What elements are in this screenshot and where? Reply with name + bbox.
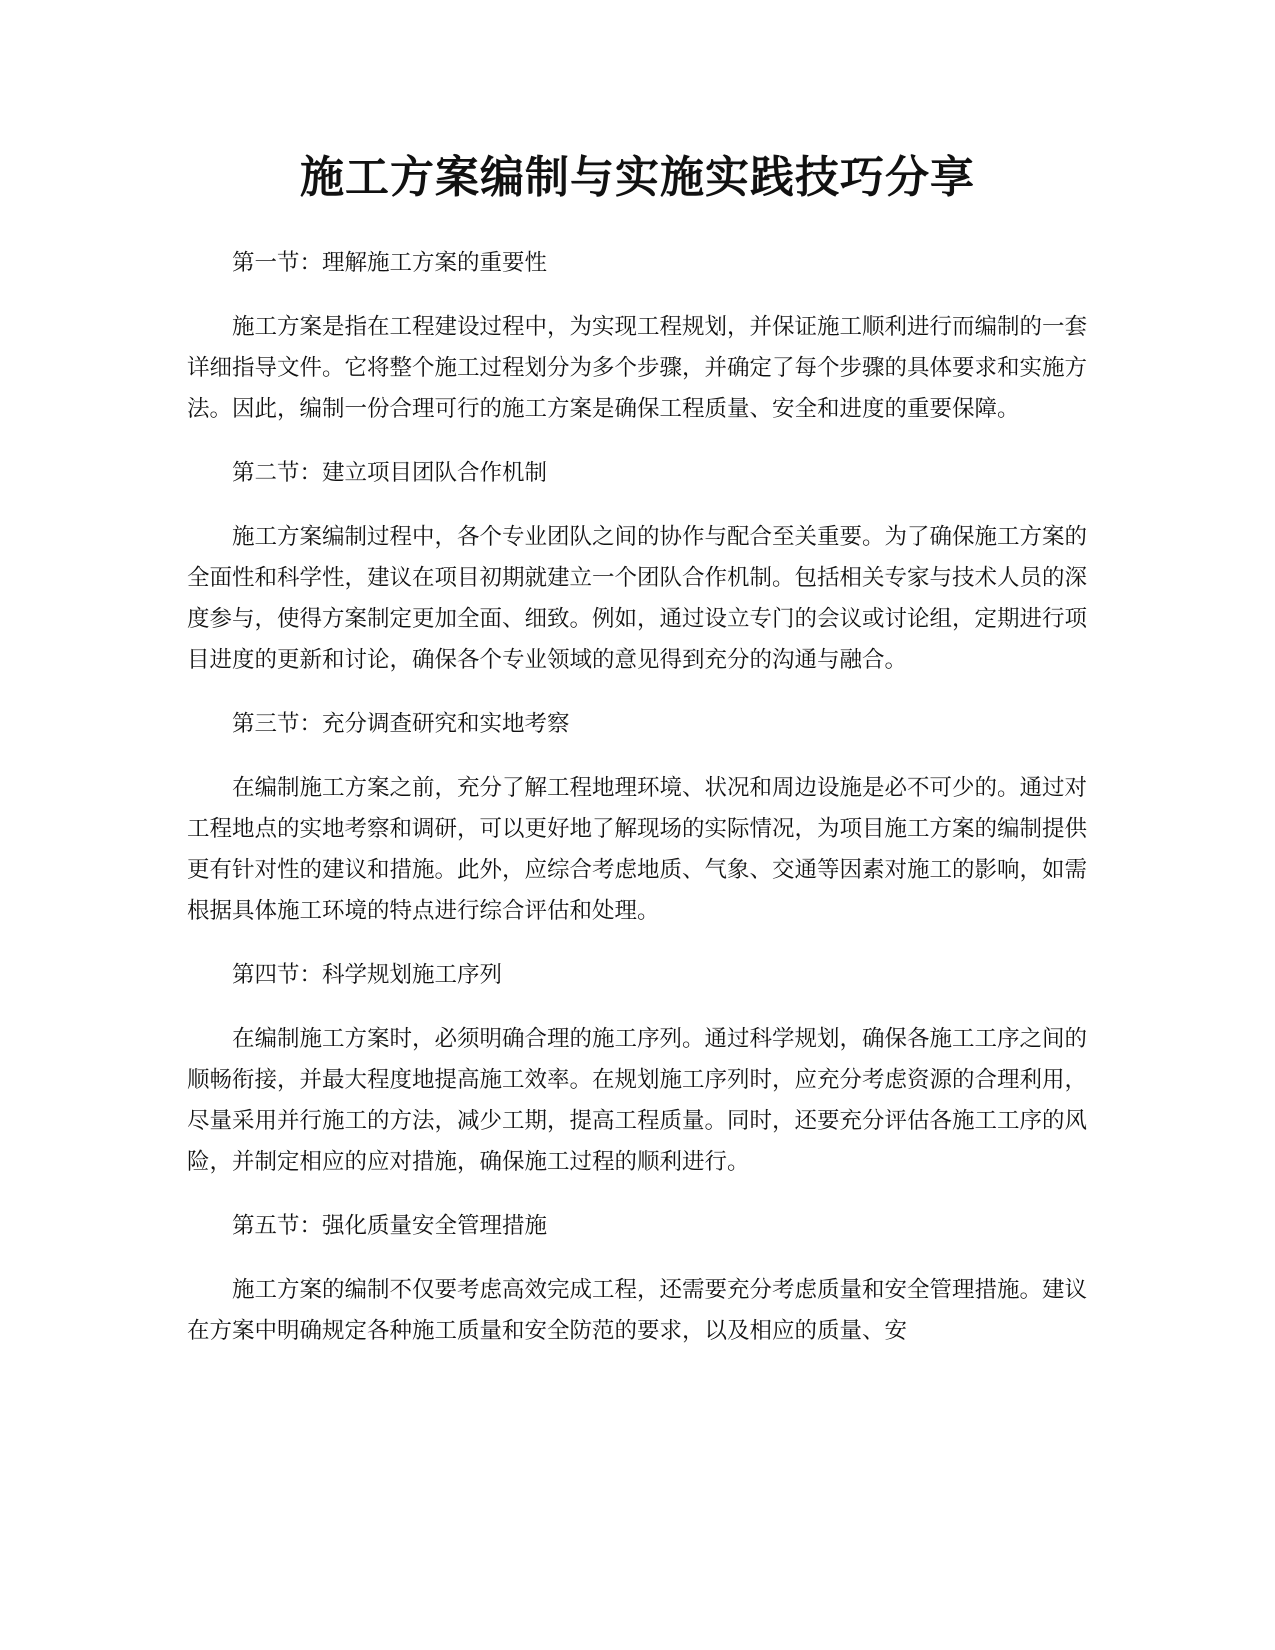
section-2-heading: 第二节：建立项目团队合作机制	[232, 460, 548, 486]
document-title: 施工方案编制与实施实践技巧分享	[300, 152, 975, 203]
section-3-body: 在编制施工方案之前，充分了解工程地理环境、状况和周边设施是必不可少的。通过对工程地点的实地考察和调研，可以更好地了解现场的实际情况，为项目施工方案的编制提供更有针对性的建议和措施。此外，应综合考虑地质、气象、交通等因素对施工的影响，如需根据具体施工环境的特点进行综合评估和处理。	[187, 775, 1088, 924]
section-4-body: 在编制施工方案时，必须明确合理的施工序列。通过科学规划，确保各施工工序之间的顺畅衔接，并最大程度地提高施工效率。在规划施工序列时，应充分考虑资源的合理利用，尽量采用并行施工的方法，减少工期，提高工程质量。同时，还要充分评估各施工工序的风险，并制定相应的应对措施，确保施工过程的顺利进行。	[187, 1026, 1088, 1175]
section-1-heading: 第一节：理解施工方案的重要性	[232, 250, 548, 276]
section-1-body: 施工方案是指在工程建设过程中，为实现工程规划，并保证施工顺利进行而编制的一套详细指导文件。它将整个施工过程划分为多个步骤，并确定了每个步骤的具体要求和实施方法。因此，编制一份合理可行的施工方案是确保工程质量、安全和进度的重要保障。	[187, 314, 1088, 422]
document-content	[187, 243, 1087, 1375]
section-2-body: 施工方案编制过程中，各个专业团队之间的协作与配合至关重要。为了确保施工方案的全面性和科学性，建议在项目初期就建立一个团队合作机制。包括相关专家与技术人员的深度参与，使得方案制定更加全面、细致。例如，通过设立专门的会议或讨论组，定期进行项目进度的更新和讨论，确保各个专业领域的意见得到充分的沟通与融合。	[187, 524, 1088, 673]
section-3-heading: 第三节：充分调查研究和实地考察	[232, 711, 570, 737]
section-4-heading: 第四节：科学规划施工序列	[232, 962, 503, 988]
section-5-body: 施工方案的编制不仅要考虑高效完成工程，还需要充分考虑质量和安全管理措施。建议在方案中明确规定各种施工质量和安全防范的要求，以及相应的质量、安	[187, 1277, 1088, 1344]
section-5-heading: 第五节：强化质量安全管理措施	[232, 1213, 548, 1239]
